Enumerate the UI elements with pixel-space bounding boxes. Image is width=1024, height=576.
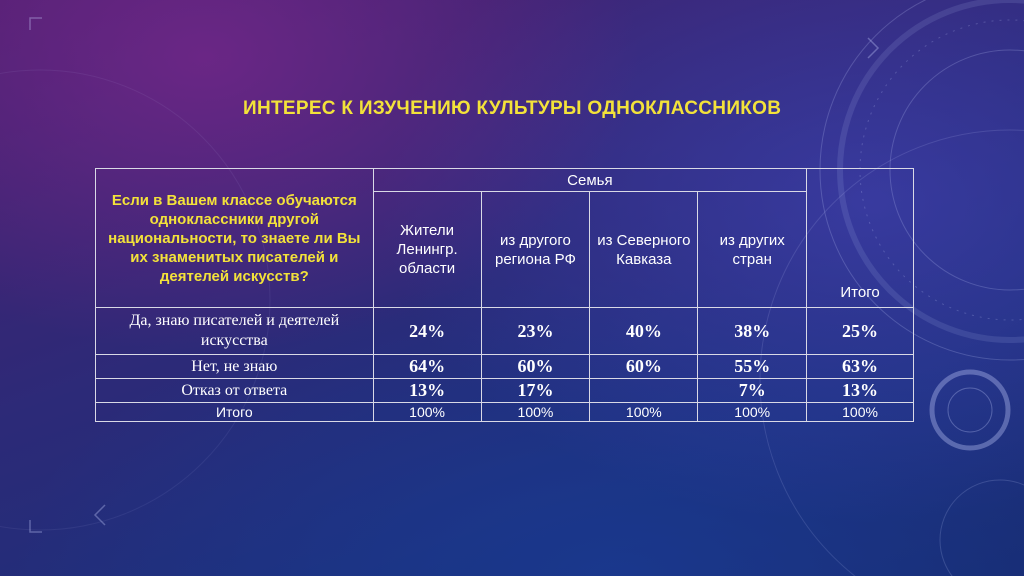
table-cell: 13% bbox=[373, 379, 481, 403]
table-cell: 60% bbox=[481, 355, 590, 379]
table-cell: 100% bbox=[481, 403, 590, 422]
table-row bbox=[96, 355, 914, 379]
row-label: Итого bbox=[96, 403, 374, 422]
question-cell bbox=[96, 169, 374, 308]
column-header: Жители Ленингр. области bbox=[373, 192, 481, 308]
column-header: из Северного Кавказа bbox=[590, 192, 698, 308]
total-column-header bbox=[807, 169, 914, 308]
row-label: Да, знаю писателей и деятелей искусства bbox=[96, 308, 374, 355]
table-cell: 17% bbox=[481, 379, 590, 403]
question-text: Если в Вашем классе обучаются одноклассники другой национальности, то знаете ли Вы их знаменитых писателей и деятелей искусств? bbox=[108, 191, 361, 285]
total-cell: 25% bbox=[807, 308, 914, 355]
total-cell: 13% bbox=[807, 379, 914, 403]
table-cell: 55% bbox=[698, 355, 807, 379]
table-cell bbox=[590, 379, 698, 403]
table-header-row bbox=[96, 169, 914, 192]
column-header: из другого региона РФ bbox=[481, 192, 590, 308]
table-row bbox=[96, 308, 914, 355]
table-cell: 24% bbox=[373, 308, 481, 355]
table-cell: 100% bbox=[373, 403, 481, 422]
slide-title: ИНТЕРЕС К ИЗУЧЕНИЮ КУЛЬТУРЫ ОДНОКЛАССНИКОВ bbox=[243, 98, 782, 119]
table-cell: 23% bbox=[481, 308, 590, 355]
table-cell: 100% bbox=[698, 403, 807, 422]
column-header: из других стран bbox=[698, 192, 807, 308]
table-cell: 38% bbox=[698, 308, 807, 355]
table-cell: 64% bbox=[373, 355, 481, 379]
table-cell: 60% bbox=[590, 355, 698, 379]
total-cell: 63% bbox=[807, 355, 914, 379]
total-cell: 100% bbox=[807, 403, 914, 422]
table-cell: 100% bbox=[590, 403, 698, 422]
table-cell: 40% bbox=[590, 308, 698, 355]
survey-table bbox=[95, 168, 914, 422]
row-label: Отказ от ответа bbox=[96, 379, 374, 403]
row-label: Нет, не знаю bbox=[96, 355, 374, 379]
total-header-label: Итого bbox=[840, 284, 880, 301]
table-row bbox=[96, 379, 914, 403]
table-row bbox=[96, 403, 914, 422]
table-cell: 7% bbox=[698, 379, 807, 403]
family-header: Семья bbox=[373, 169, 806, 192]
